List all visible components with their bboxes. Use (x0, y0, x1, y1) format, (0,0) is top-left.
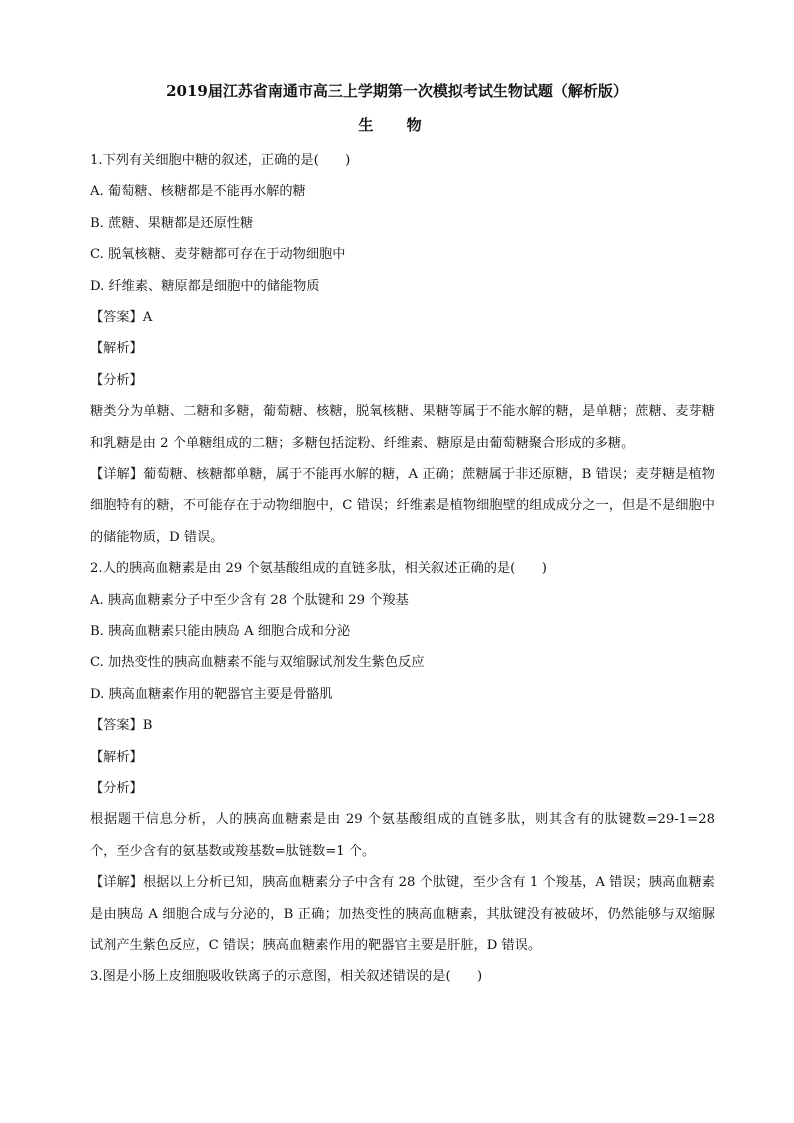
question-1-answer: 【答案】A (90, 309, 153, 325)
question-2-detail-text: 【详解】根据以上分析已知，胰高血糖素分子中含有 28 个肽键，至少含有 1 个羧基，A 错误；胰高血糖素是由胰岛 A 细胞合成与分泌的，B 正确；加热变性的胰高血糖素，其肽键没有被破坏，仍然能够与双缩脲试剂产生紫色反应，C 错误；胰高血糖素作用的靶器官主要是肝脏，D 错误。 (90, 875, 715, 953)
question-2-fenxi-heading: 【分析】 (90, 780, 143, 796)
question-2-fenxi-text: 根据题干信息分析，人的胰高血糖素是由 29 个氨基酸组成的直链多肽，则其含有的肽键数=29-1=28 个，至少含有的氨基数或羧基数=肽链数=1 个。 (90, 812, 715, 859)
document-title: 2019届江苏省南通市高三上学期第一次模拟考试生物试题（解析版） (166, 82, 628, 100)
question-1-fenxi-text: 糖类分为单糖、二糖和多糖，葡萄糖、核糖，脱氧核糖、果糖等属于不能水解的糖，是单糖；蔗糖、麦芽糖和乳糖是由 2 个单糖组成的二糖；多糖包括淀粉、纤维素、糖原是由葡萄糖聚合形成的多糖。 (90, 404, 715, 451)
question-2-option-d: D. 胰高血糖素作用的靶器官主要是骨骼肌 (90, 686, 333, 702)
question-1-detail-text: 【详解】葡萄糖、核糖都单糖，属于不能再水解的糖，A 正确；蔗糖属于非还原糖，B 错误；麦芽糖是植物细胞特有的糖，不可能存在于动物细胞中，C 错误；纤维素是植物细胞壁的组成成分之一，但是不是细胞中的储能物质，D 错误。 (90, 466, 715, 545)
question-2-analysis-heading: 【解析】 (90, 749, 143, 765)
question-1-option-d: D. 纤维素、糖原都是细胞中的储能物质 (90, 278, 320, 294)
question-2-option-c: C. 加热变性的胰高血糖素不能与双缩脲试剂发生紫色反应 (90, 655, 425, 671)
question-1-fenxi-heading: 【分析】 (90, 372, 143, 388)
question-2-answer: 【答案】B (90, 718, 153, 734)
question-1-option-a: A. 葡萄糖、核糖都是不能再水解的糖 (90, 184, 306, 200)
question-1-analysis-heading: 【解析】 (90, 341, 143, 357)
question-2-option-a: A. 胰高血糖素分子中至少含有 28 个肽键和 29 个羧基 (90, 592, 409, 608)
document-subtitle: 生 物 (358, 116, 436, 134)
question-2-stem: 2.人的胰高血糖素是由 29 个氨基酸组成的直链多肽，相关叙述正确的是( ) (90, 561, 547, 577)
document-body (90, 145, 715, 993)
question-2-option-b: B. 胰高血糖素只能由胰岛 A 细胞合成和分泌 (90, 623, 351, 639)
question-1-option-c: C. 脱氧核糖、麦芽糖都可存在于动物细胞中 (90, 247, 346, 263)
question-1-option-b: B. 蔗糖、果糖都是还原性糖 (90, 215, 254, 231)
question-3-stem: 3.图是小肠上皮细胞吸收铁离子的示意图，相关叙述错误的是( ) (90, 969, 483, 985)
question-1-stem: 1.下列有关细胞中糖的叙述，正确的是( ) (90, 153, 351, 168)
